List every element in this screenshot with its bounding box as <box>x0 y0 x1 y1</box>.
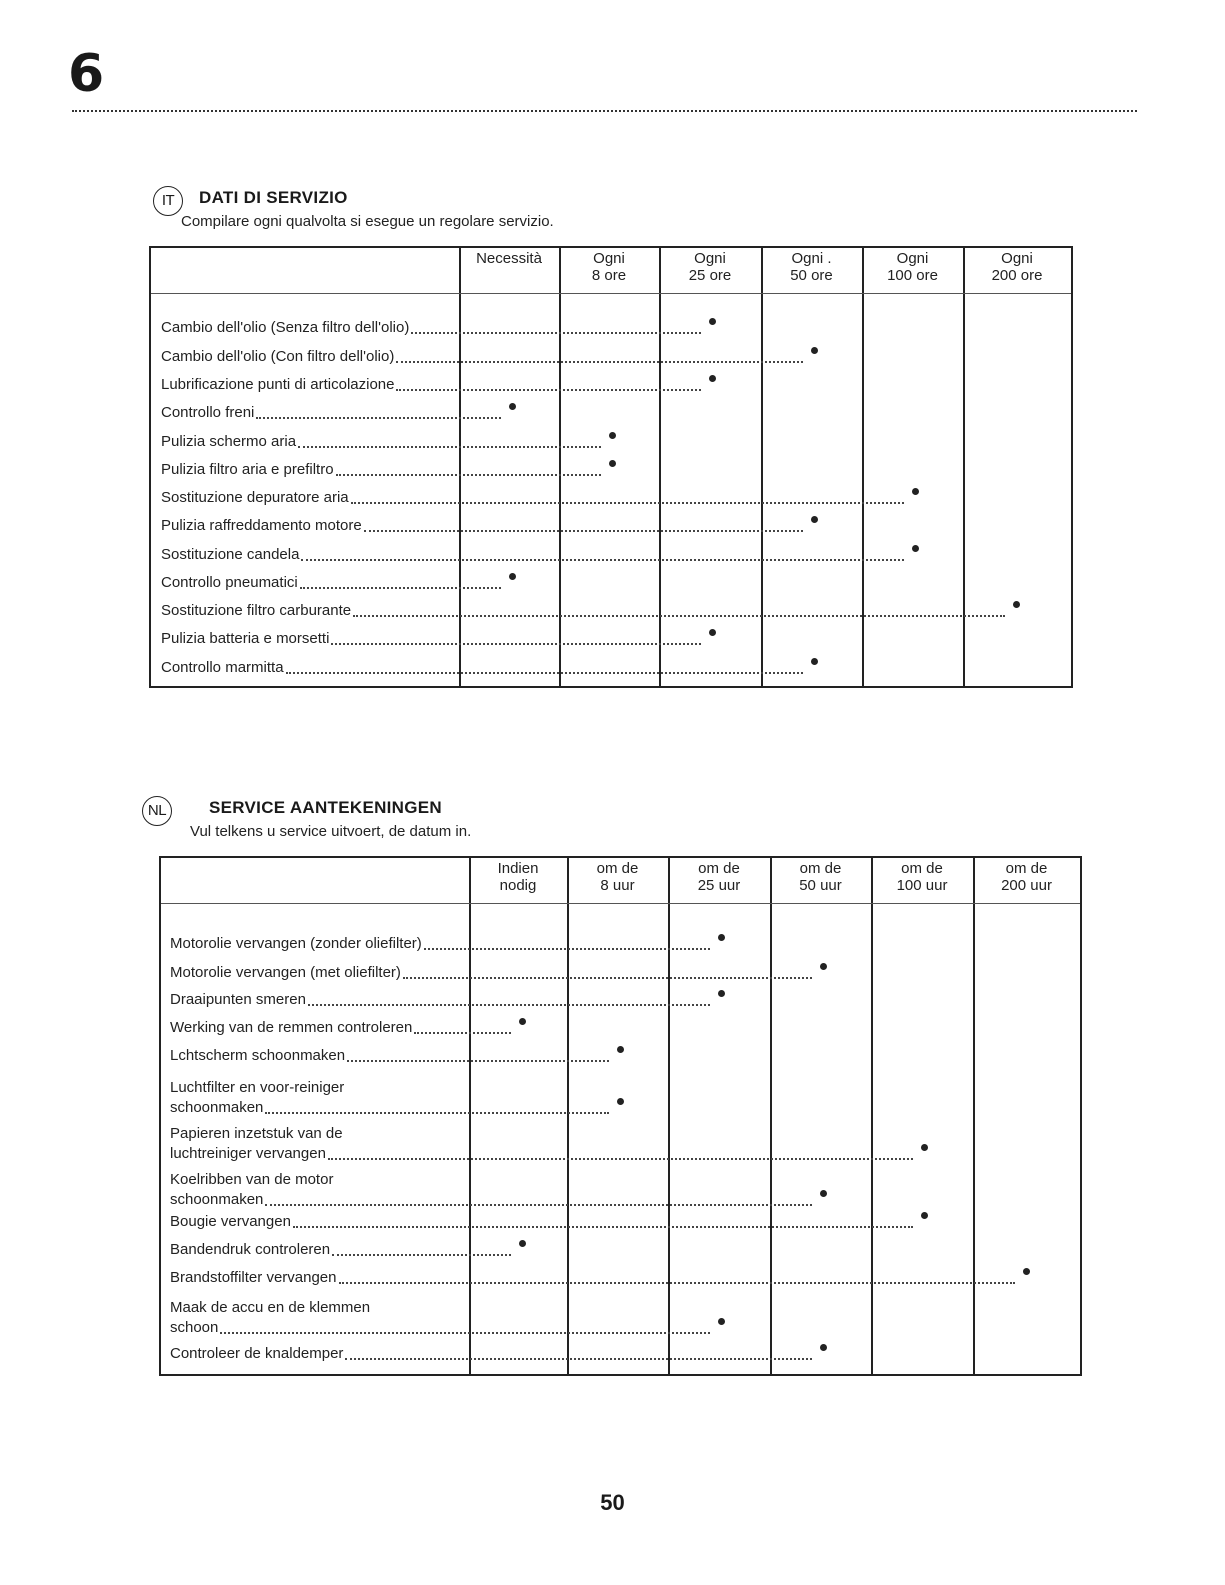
interval-marker-dot <box>718 1318 725 1325</box>
column-header-line1: om de <box>596 860 639 877</box>
dotted-leader <box>265 1204 812 1206</box>
section-subtitle: Compilare ogni qualvolta si esegue un regolare servizio. <box>181 213 554 230</box>
task-label: Bougie vervangen <box>170 1213 291 1230</box>
section-subtitle: Vul telkens u service uitvoert, de datum in. <box>190 823 472 840</box>
column-header-line2: 25 uur <box>697 877 741 894</box>
column-header-line2: 50 ore <box>790 267 833 284</box>
dotted-leader <box>328 1158 913 1160</box>
interval-marker-dot <box>509 403 516 410</box>
task-label: Lchtscherm schoonmaken <box>170 1047 346 1064</box>
task-label: Werking van de remmen controleren <box>170 1019 413 1036</box>
interval-marker-dot <box>609 432 616 439</box>
task-label: Brandstoffilter vervangen <box>170 1269 337 1286</box>
task-label: luchtreiniger vervangen <box>170 1145 326 1162</box>
interval-marker-dot <box>519 1018 526 1025</box>
dotted-leader <box>332 1254 511 1256</box>
interval-marker-dot <box>811 516 818 523</box>
dotted-leader <box>411 332 701 334</box>
task-label: Controllo pneumatici <box>161 574 298 591</box>
dotted-leader <box>265 1112 609 1114</box>
dotted-leader <box>308 1004 710 1006</box>
task-label: schoonmaken <box>170 1099 264 1116</box>
task-label: Motorolie vervangen (zonder oliefilter) <box>170 935 422 952</box>
interval-marker-dot <box>718 990 725 997</box>
section-it <box>153 186 1073 691</box>
column-header-line1: om de <box>901 860 943 877</box>
task-label: Cambio dell'olio (Con filtro dell'olio) <box>161 348 395 365</box>
dotted-leader <box>353 615 1005 617</box>
interval-marker-dot <box>609 460 616 467</box>
task-label: Controllo freni <box>161 404 255 421</box>
column-header <box>770 860 871 894</box>
interval-marker-dot <box>811 347 818 354</box>
column-divider <box>862 248 864 686</box>
page-number: 50 <box>600 1490 625 1515</box>
column-header-line2: 50 uur <box>799 877 842 894</box>
column-divider <box>459 248 461 686</box>
column-header-line2: 200 ore <box>991 267 1043 284</box>
header-rule <box>72 110 1137 112</box>
dotted-leader <box>364 530 803 532</box>
column-header-line1: Ogni . <box>791 250 832 267</box>
interval-marker-dot <box>617 1098 624 1105</box>
column-divider <box>659 248 661 686</box>
dotted-leader <box>298 446 601 448</box>
column-header-line1: Ogni <box>1001 250 1033 267</box>
interval-marker-dot <box>811 658 818 665</box>
dotted-leader <box>256 417 501 419</box>
task-label: Sostituzione filtro carburante <box>161 602 352 619</box>
interval-marker-dot <box>1023 1268 1030 1275</box>
dotted-leader <box>396 389 701 391</box>
language-badge: NL <box>142 796 172 826</box>
interval-marker-dot <box>820 963 827 970</box>
task-label: Pulizia schermo aria <box>161 433 297 450</box>
interval-marker-dot <box>912 488 919 495</box>
column-header-line1: Indien <box>497 860 539 877</box>
dotted-leader <box>351 502 904 504</box>
column-header-line2: 8 ore <box>591 267 627 284</box>
section-header <box>142 796 1082 822</box>
column-header-line2: nodig <box>499 877 537 894</box>
task-label: Controleer de knaldemper <box>170 1345 344 1362</box>
dotted-leader <box>347 1060 609 1062</box>
column-header <box>871 860 973 894</box>
column-header <box>862 250 963 284</box>
maintenance-table <box>149 246 1073 688</box>
dotted-leader <box>345 1358 812 1360</box>
dotted-leader <box>300 587 501 589</box>
column-header-line2: 8 uur <box>600 877 635 894</box>
task-label: Draaipunten smeren <box>170 991 306 1008</box>
interval-marker-dot <box>617 1046 624 1053</box>
task-label: Papieren inzetstuk van de <box>170 1125 343 1142</box>
column-header-line2: 200 uur <box>1001 877 1052 894</box>
column-header-line2: 100 uur <box>896 877 948 894</box>
section-title: SERVICE AANTEKENINGEN <box>209 798 443 817</box>
column-header-line1: om de <box>799 860 842 877</box>
column-divider <box>963 248 965 686</box>
interval-marker-dot <box>820 1190 827 1197</box>
column-divider <box>469 858 471 1374</box>
interval-marker-dot <box>1013 601 1020 608</box>
dotted-leader <box>339 1282 1015 1284</box>
task-label: Pulizia batteria e morsetti <box>161 630 330 647</box>
column-divider <box>871 858 873 1374</box>
column-divider <box>567 858 569 1374</box>
task-label: Luchtfilter en voor-reiniger <box>170 1079 345 1096</box>
dotted-leader <box>396 361 803 363</box>
interval-marker-dot <box>709 629 716 636</box>
column-divider <box>559 248 561 686</box>
column-header <box>668 860 770 894</box>
column-header-line1: Necessità <box>476 250 542 267</box>
column-header <box>567 860 668 894</box>
column-divider <box>973 858 975 1374</box>
column-divider <box>668 858 670 1374</box>
column-divider <box>761 248 763 686</box>
column-header-line2: 100 ore <box>887 267 938 284</box>
interval-marker-dot <box>820 1344 827 1351</box>
interval-marker-dot <box>519 1240 526 1247</box>
column-header <box>459 250 559 267</box>
chapter-number: 6 <box>68 44 105 104</box>
dotted-leader <box>336 474 601 476</box>
interval-marker-dot <box>921 1212 928 1219</box>
dotted-leader <box>220 1332 710 1334</box>
task-label: Pulizia filtro aria e prefiltro <box>161 461 334 478</box>
column-header <box>559 250 659 284</box>
column-header <box>659 250 761 284</box>
task-label: Motorolie vervangen (met oliefilter) <box>170 964 401 981</box>
task-label: Pulizia raffreddamento motore <box>161 517 362 534</box>
section-header <box>153 186 1073 212</box>
section-title: DATI DI SERVIZIO <box>199 188 348 207</box>
task-label: Maak de accu en de klemmen <box>170 1299 371 1316</box>
dotted-leader <box>403 977 812 979</box>
dotted-leader <box>293 1226 913 1228</box>
task-label: Koelribben van de motor <box>170 1171 334 1188</box>
task-label: Controllo marmitta <box>161 659 284 676</box>
task-label: Sostituzione candela <box>161 546 300 563</box>
column-header-line2: 25 ore <box>688 267 732 284</box>
language-badge: IT <box>153 186 183 216</box>
task-label: schoon <box>170 1319 219 1336</box>
dotted-leader <box>414 1032 511 1034</box>
column-header <box>761 250 862 284</box>
task-label: Cambio dell'olio (Senza filtro dell'olio) <box>161 319 410 336</box>
interval-marker-dot <box>718 934 725 941</box>
section-nl <box>142 796 1082 1380</box>
interval-marker-dot <box>921 1144 928 1151</box>
header-divider <box>161 903 1080 904</box>
column-divider <box>770 858 772 1374</box>
interval-marker-dot <box>509 573 516 580</box>
dotted-leader <box>286 672 803 674</box>
interval-marker-dot <box>912 545 919 552</box>
dotted-leader <box>301 559 904 561</box>
column-header-line1: Ogni <box>694 250 726 267</box>
column-header-line1: Ogni <box>896 250 929 267</box>
column-header-line1: om de <box>1005 860 1048 877</box>
maintenance-table <box>159 856 1082 1376</box>
interval-marker-dot <box>709 375 716 382</box>
task-label: Bandendruk controleren <box>170 1241 331 1258</box>
task-label: Sostituzione depuratore aria <box>161 489 349 506</box>
task-label: schoonmaken <box>170 1191 264 1208</box>
dotted-leader <box>331 643 701 645</box>
column-header-line1: om de <box>698 860 740 877</box>
column-header <box>469 860 567 894</box>
header-divider <box>151 293 1071 294</box>
column-header <box>963 250 1071 284</box>
task-label: Lubrificazione punti di articolazione <box>161 376 395 393</box>
interval-marker-dot <box>709 318 716 325</box>
column-header-line1: Ogni <box>593 250 625 267</box>
dotted-leader <box>424 948 710 950</box>
column-header <box>973 860 1080 894</box>
